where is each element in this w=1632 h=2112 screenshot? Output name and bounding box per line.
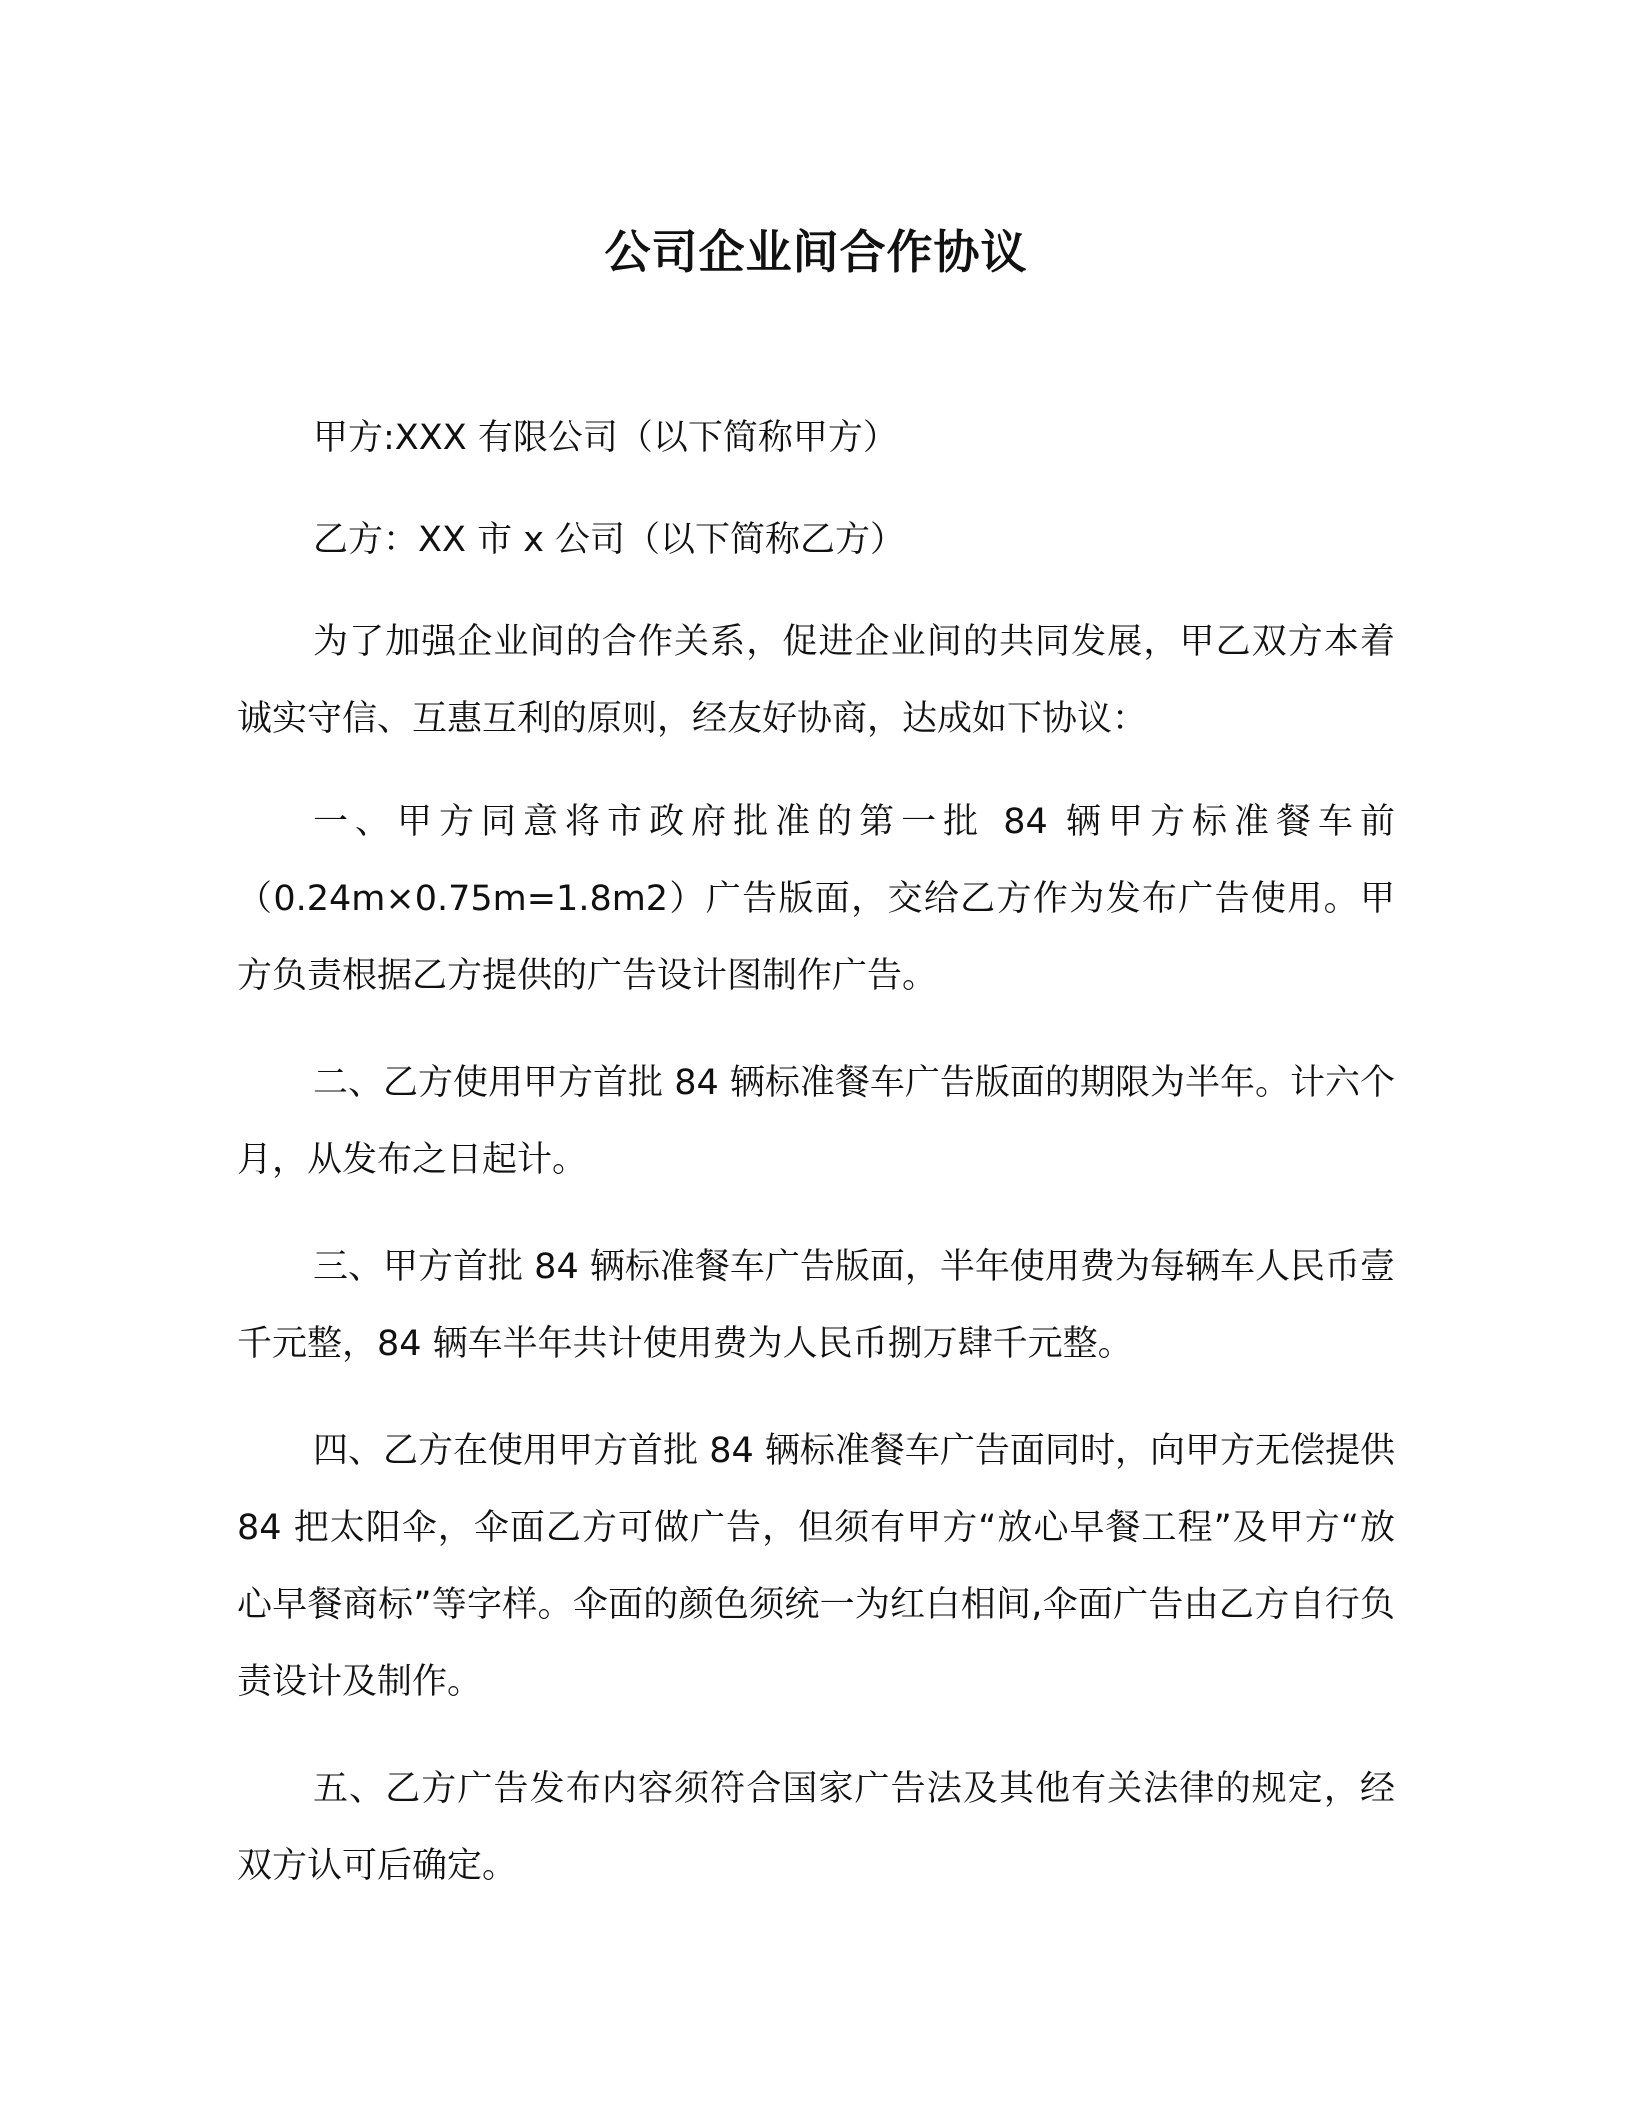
document-body: [237, 400, 1395, 1905]
clause-2: 二、乙方使用甲方首批 84 辆标准餐车广告版面的期限为半年。计六个月，从发布之日起计。: [237, 1063, 1395, 1180]
preamble-paragraph: 为了加强企业间的合作关系，促进企业间的共同发展，甲乙双方本着诚实守信、互惠互利的原则，经友好协商，达成如下协议：: [237, 622, 1395, 739]
clause-5: 五、乙方广告发布内容须符合国家广告法及其他有关法律的规定，经双方认可后确定。: [237, 1769, 1395, 1886]
party-b-line: 乙方：XX 市 x 公司（以下简称乙方）: [313, 520, 906, 560]
party-a-line: 甲方:XXX 有限公司（以下简称甲方）: [313, 418, 898, 458]
clause-4: 四、乙方在使用甲方首批 84 辆标准餐车广告面同时，向甲方无偿提供 84 把太阳伞，伞面乙方可做广告，但须有甲方“放心早餐工程”及甲方“放心早餐商标”等字样。伞面的颜色须统一为红白相间,伞面广告由乙方自行负责设计及制作。: [237, 1431, 1395, 1702]
document-title: 公司企业间合作协议: [604, 225, 1028, 279]
clause-1: 一、甲方同意将市政府批准的第一批 84 辆甲方标准餐车前（0.24m×0.75m=1.8m2）广告版面，交给乙方作为发布广告使用。甲方负责根据乙方提供的广告设计图制作广告。: [237, 802, 1395, 996]
clause-3: 三、甲方首批 84 辆标准餐车广告版面，半年使用费为每辆车人民币壹千元整，84 辆车半年共计使用费为人民币捌万肆千元整。: [237, 1247, 1395, 1364]
